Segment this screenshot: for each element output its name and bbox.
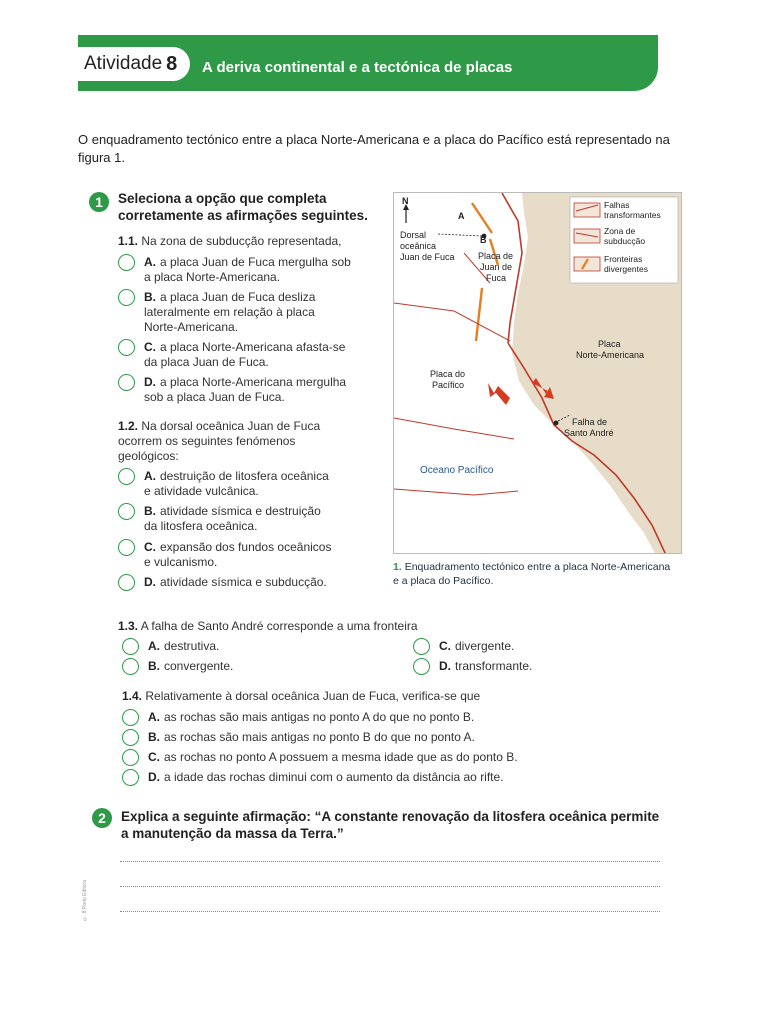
option-1-4-a[interactable] xyxy=(122,710,474,726)
subquestion-1-2-text: Na dorsal oceânica Juan de Fuca xyxy=(141,419,321,433)
option-1-1-a[interactable] xyxy=(118,255,351,285)
radio-button[interactable] xyxy=(118,254,135,271)
option-text: a idade das rochas diminui com o aumento da distância ao rifte. xyxy=(164,770,504,784)
option-letter: B. xyxy=(144,504,156,518)
subquestion-1-4-number: 1.4. xyxy=(122,689,143,703)
option-letter: B. xyxy=(148,730,160,744)
answer-line[interactable] xyxy=(120,861,660,862)
option-letter: A. xyxy=(144,469,156,483)
santo-andre-label-line1: Falha de xyxy=(572,417,608,427)
option-1-4-c[interactable] xyxy=(122,750,518,766)
option-1-1-c[interactable] xyxy=(118,340,345,370)
option-text: lateralmente em relação à placa xyxy=(144,305,315,319)
radio-button[interactable] xyxy=(413,658,430,675)
option-letter: B. xyxy=(148,659,160,673)
activity-banner xyxy=(78,35,658,91)
option-text: a placa Juan de Fuca desliza xyxy=(160,290,316,304)
juan-de-fuca-label-line2: Juan de xyxy=(480,262,513,272)
radio-button[interactable] xyxy=(122,729,139,746)
answer-line[interactable] xyxy=(120,886,660,887)
radio-button[interactable] xyxy=(118,503,135,520)
option-text: a placa Norte-Americana. xyxy=(144,270,281,284)
activity-label-pill xyxy=(78,47,190,81)
radio-button[interactable] xyxy=(122,709,139,726)
question-1-title-line1: Seleciona a opção que completa xyxy=(118,191,327,206)
legend-subduction-swatch xyxy=(574,229,600,243)
subquestion-1-2-number: 1.2. xyxy=(118,419,139,433)
subquestion-1-3-number: 1.3. xyxy=(118,619,139,633)
option-text: as rochas são mais antigas no ponto B do que no ponto A. xyxy=(164,730,475,744)
option-letter: C. xyxy=(439,639,451,653)
radio-button[interactable] xyxy=(118,289,135,306)
option-letter: C. xyxy=(148,750,160,764)
option-text: da litosfera oceânica. xyxy=(144,519,258,533)
option-1-1-b[interactable] xyxy=(118,290,315,335)
legend-transform-label-line1: Falhas xyxy=(604,200,630,210)
legend-divergent-label-line1: Fronteiras xyxy=(604,254,643,264)
publisher-note: © 8 Porto Editora xyxy=(82,880,88,921)
question-2-number: 2 xyxy=(92,808,112,828)
option-1-4-b[interactable] xyxy=(122,730,475,746)
figure-caption-number: 1. xyxy=(393,561,402,573)
point-a-label: A xyxy=(458,211,465,221)
option-1-3-d[interactable] xyxy=(413,659,532,675)
option-text: a placa Juan de Fuca mergulha sob xyxy=(160,255,351,269)
radio-button[interactable] xyxy=(118,468,135,485)
option-text: sob a placa Juan de Fuca. xyxy=(144,390,285,404)
option-1-1-d[interactable] xyxy=(118,375,346,405)
option-text: destrutiva. xyxy=(164,639,220,653)
north-american-plate-label-line1: Placa xyxy=(598,339,621,349)
question-1-number: 1 xyxy=(89,192,109,212)
radio-button[interactable] xyxy=(118,374,135,391)
option-text: a placa Norte-Americana afasta-se xyxy=(160,340,346,354)
option-1-2-a[interactable] xyxy=(118,469,329,499)
dorsal-label-line3: Juan de Fuca xyxy=(400,252,455,262)
option-letter: A. xyxy=(148,639,160,653)
option-1-3-c[interactable] xyxy=(413,639,514,655)
option-text: expansão dos fundos oceânicos xyxy=(160,540,332,554)
north-label: N xyxy=(402,196,409,206)
radio-button[interactable] xyxy=(122,749,139,766)
option-letter: A. xyxy=(144,255,156,269)
point-b-label: B xyxy=(480,235,487,245)
option-letter: C. xyxy=(144,340,156,354)
juan-de-fuca-label-line3: Fuca xyxy=(486,273,507,283)
radio-button[interactable] xyxy=(413,638,430,655)
subquestion-1-2-text: geológicos: xyxy=(118,449,179,463)
tectonic-map-svg xyxy=(394,193,682,554)
option-text: divergente. xyxy=(455,639,515,653)
activity-title: A deriva continental e a tectónica de placas xyxy=(202,59,513,76)
pacific-plate-label-line1: Placa do xyxy=(430,369,466,379)
pacific-plate-label-line2: Pacífico xyxy=(432,380,465,390)
option-text: atividade sísmica e subducção. xyxy=(160,575,327,589)
dorsal-label-line1: Dorsal xyxy=(400,230,427,240)
subquestion-1-4-text: Relativamente à dorsal oceânica Juan de Fuca, verifica-se que xyxy=(145,689,481,703)
intro-text: O enquadramento tectónico entre a placa Norte-Americana e a placa do Pacífico está representado na figura 1. xyxy=(78,132,670,165)
option-letter: D. xyxy=(439,659,451,673)
option-letter: D. xyxy=(148,770,160,784)
answer-line[interactable] xyxy=(120,911,660,912)
legend-divergent-label-line2: divergentes xyxy=(604,264,648,274)
option-1-4-d[interactable] xyxy=(122,770,504,786)
juan-de-fuca-label-line1: Placa de xyxy=(478,251,514,261)
legend-subduction-label-line1: Zona de xyxy=(604,226,636,236)
subquestion-1-1 xyxy=(118,234,342,249)
option-letter: D. xyxy=(144,375,156,389)
option-1-3-b[interactable] xyxy=(122,659,233,675)
figure-caption-line1: Enquadramento tectónico entre a placa Norte-Americana xyxy=(404,561,671,573)
option-1-2-c[interactable] xyxy=(118,540,331,570)
radio-button[interactable] xyxy=(118,574,135,591)
subquestion-1-1-text: Na zona de subducção representada, xyxy=(141,234,342,248)
subquestion-1-3 xyxy=(118,619,418,634)
option-text: Norte-Americana. xyxy=(144,320,239,334)
option-1-3-a[interactable] xyxy=(122,639,219,655)
radio-button[interactable] xyxy=(122,638,139,655)
dorsal-label-line2: oceânica xyxy=(400,241,437,251)
option-letter: A. xyxy=(148,710,160,724)
option-text: e vulcanismo. xyxy=(144,555,218,569)
option-text: destruição de litosfera oceânica xyxy=(160,469,329,483)
option-text: a placa Norte-Americana mergulha xyxy=(160,375,347,389)
pacific-ocean-label: Oceano Pacífico xyxy=(420,465,494,476)
activity-number: 8 xyxy=(166,52,178,75)
legend-transform-label-line2: transformantes xyxy=(604,210,661,220)
option-text: as rochas no ponto A possuem a mesma idade que as do ponto B. xyxy=(164,750,518,764)
tectonic-map xyxy=(393,192,682,554)
activity-label: Atividade xyxy=(84,53,163,74)
santo-andre-label-line2: Santo André xyxy=(564,428,614,438)
question-2-line1: Explica a seguinte afirmação: “A constante renovação da litosfera oceânica permite xyxy=(121,809,660,824)
option-letter: C. xyxy=(144,540,156,554)
option-letter: D. xyxy=(144,575,156,589)
subquestion-1-1-number: 1.1. xyxy=(118,234,139,248)
figure-caption-line2: e a placa do Pacífico. xyxy=(393,575,494,587)
option-1-2-d[interactable] xyxy=(118,575,327,591)
santo-andre-fault-marker xyxy=(554,421,559,426)
subquestion-1-3-text: A falha de Santo André corresponde a uma fronteira xyxy=(140,619,418,633)
radio-button[interactable] xyxy=(118,339,135,356)
subquestion-1-2 xyxy=(118,419,320,464)
subquestion-1-2-text: ocorrem os seguintes fenómenos xyxy=(118,434,296,448)
radio-button[interactable] xyxy=(122,658,139,675)
option-text: da placa Juan de Fuca. xyxy=(144,355,269,369)
option-text: as rochas são mais antigas no ponto A do que no ponto B. xyxy=(164,710,475,724)
option-text: atividade sísmica e destruição xyxy=(160,504,321,518)
option-letter: B. xyxy=(144,290,156,304)
subquestion-1-4 xyxy=(122,689,480,704)
option-text: transformante. xyxy=(455,659,533,673)
radio-button[interactable] xyxy=(122,769,139,786)
radio-button[interactable] xyxy=(118,539,135,556)
option-text: e atividade vulcânica. xyxy=(144,484,259,498)
legend-subduction-label-line2: subducção xyxy=(604,236,646,246)
figure-caption xyxy=(393,560,688,588)
option-text: convergente. xyxy=(164,659,234,673)
question-1-title-line2: corretamente as afirmações seguintes. xyxy=(118,208,368,223)
north-american-plate-label-line2: Norte-Americana xyxy=(576,350,645,360)
option-1-2-b[interactable] xyxy=(118,504,321,534)
question-2-line2: a manutenção da massa da Terra.” xyxy=(121,826,344,841)
